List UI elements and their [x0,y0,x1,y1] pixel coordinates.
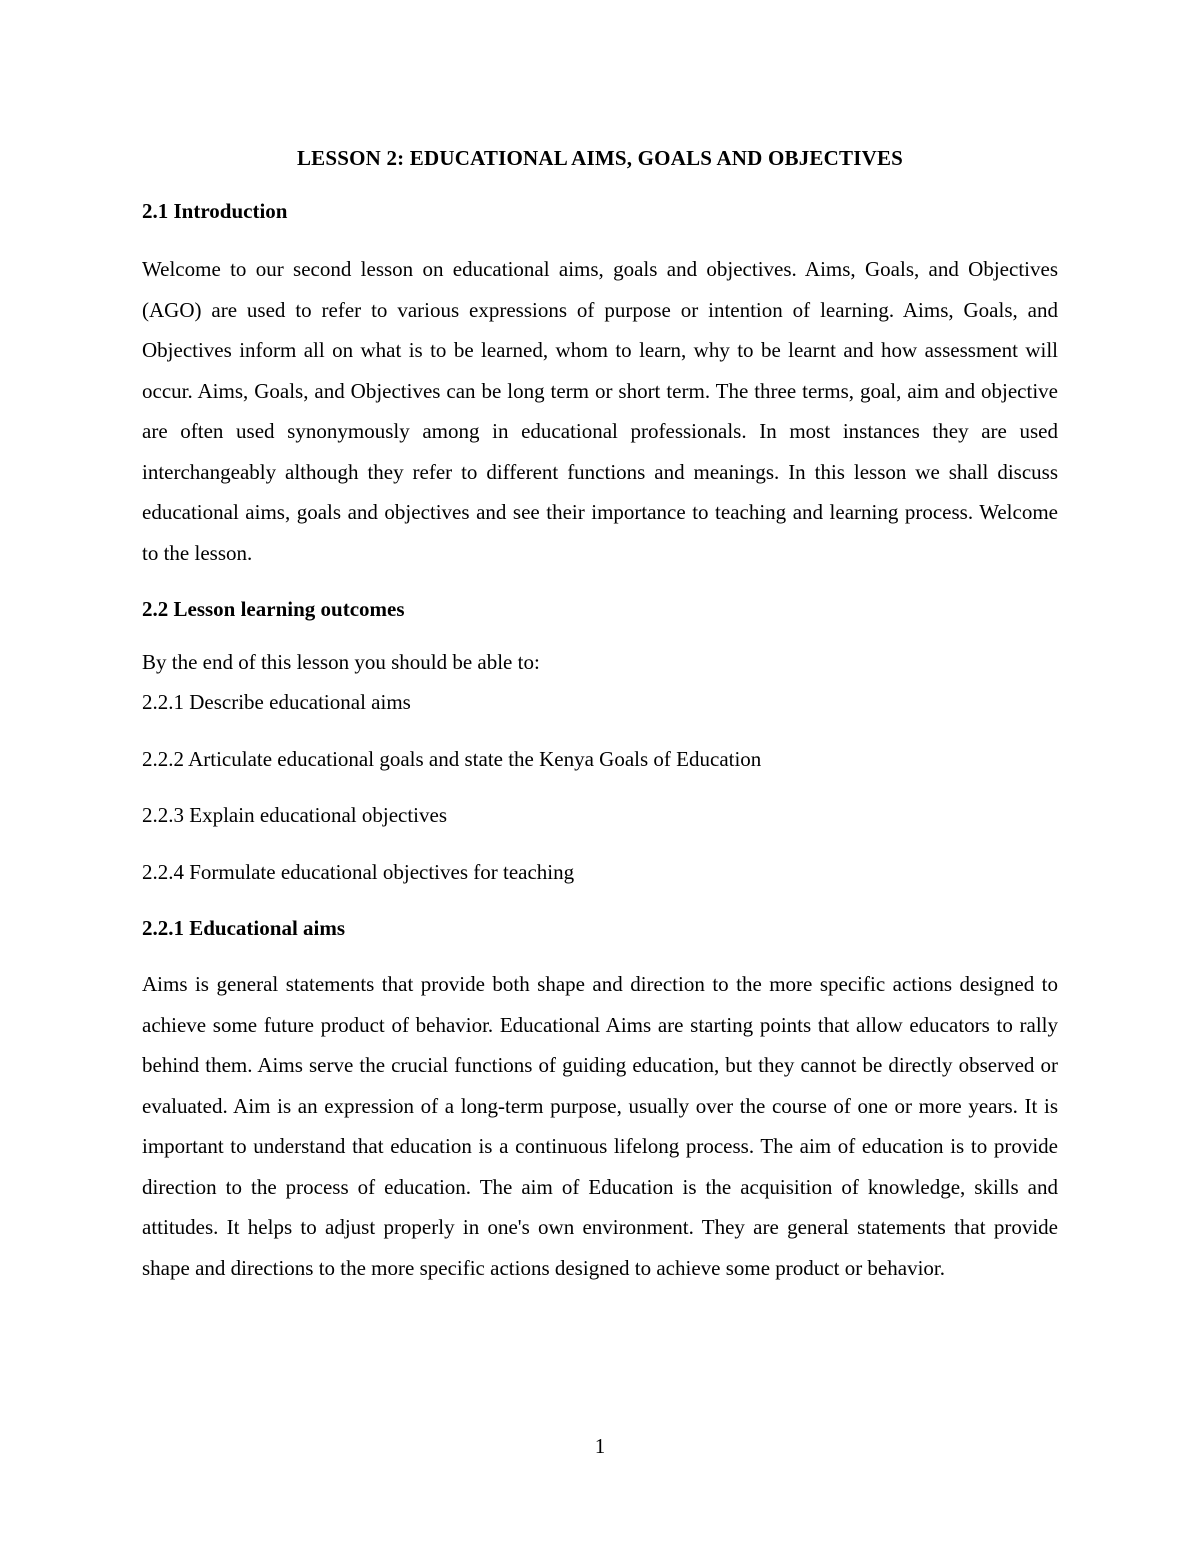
section-heading-aims: 2.2.1 Educational aims [142,916,346,940]
outcome-item: 2.2.3 Explain educational objectives [142,803,447,827]
outcome-item: 2.2.1 Describe educational aims [142,690,411,714]
lesson-title: LESSON 2: EDUCATIONAL AIMS, GOALS AND OBJECTIVES [296,146,904,170]
introduction-paragraph: Welcome to our second lesson on educational aims, goals and objectives. Aims, Goals, and Objectives (AGO) are used to refer to various expressions of purpose or intention of learning. Aims, Goals, and Objectives inform all on what is to be learned, whom to learn, why to be learnt and how assessment will occur. Aims, Goals, and Objectives can be long term or short term. The three terms, goal, aim and objective are often used synonymously among in educational professionals. In most instances they are used interchangeably although they refer to different functions and meanings. In this lesson we shall discuss educational aims, goals and objectives and see their importance to teaching and learning process. Welcome to the lesson. [142,257,1058,565]
outcome-item: 2.2.4 Formulate educational objectives for teaching [142,860,575,884]
section-heading-introduction: 2.1 Introduction [142,199,288,223]
page-number: 1 [594,1434,606,1458]
aims-paragraph: Aims is general statements that provide both shape and direction to the more specific actions designed to achieve some future product of behavior. Educational Aims are starting points that allow educators to rally behind them. Aims serve the crucial functions of guiding education, but they cannot be directly observed or evaluated. Aim is an expression of a long-term purpose, usually over the course of one or more years. It is important to understand that education is a continuous lifelong process. The aim of education is to provide direction to the process of education. The aim of Education is the acquisition of knowledge, skills and attitudes. It helps to adjust properly in one's own environment. They are general statements that provide shape and directions to the more specific actions designed to achieve some product or behavior. [142,972,1058,1280]
outcomes-lead: By the end of this lesson you should be able to: [142,650,540,674]
section-heading-outcomes: 2.2 Lesson learning outcomes [142,597,405,621]
outcome-item: 2.2.2 Articulate educational goals and state the Kenya Goals of Education [142,747,762,771]
